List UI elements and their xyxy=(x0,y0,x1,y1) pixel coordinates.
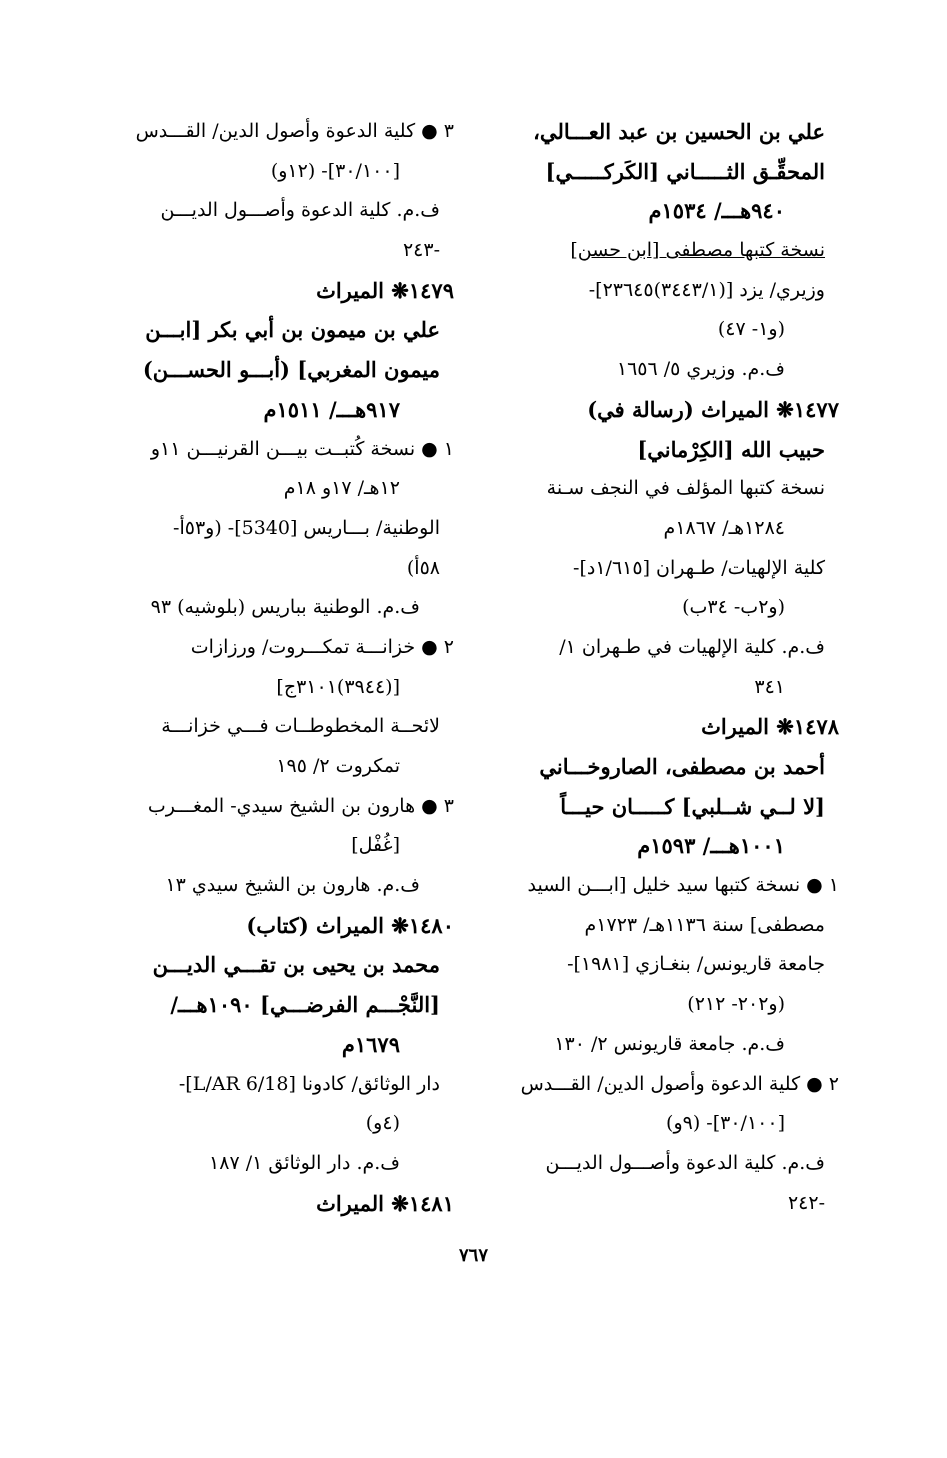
manuscript-item: ١ ● نسخة كُتبــت بيـــن القرنيـــن ١١و xyxy=(150,437,454,460)
library-entry: جامعة قاريونس/ بنغـازي [١٩٨١]- xyxy=(567,953,825,976)
author-death-date: ٩١٧هـــ/ ١٥١١م xyxy=(263,396,400,422)
author-death-date: ١٦٧٩م xyxy=(341,1031,400,1057)
copy-note-cont: مصطفى] سنة ١١٣٦هـ/ ١٧٢٣م xyxy=(584,913,825,936)
library-entry: وزيري/ يزد [(٣٤٤٣/١)٢٣٦٤٥]- xyxy=(588,278,825,301)
entry-heading: ١٤٧٩❋ الميراث xyxy=(316,277,454,303)
shelfmark: [غُفْل] xyxy=(351,834,400,857)
left-column xyxy=(100,112,454,1223)
catalog-reference-cont: ٣٤١ xyxy=(754,675,785,698)
author-name-line: حبيب الله [الكِرْماني] xyxy=(637,436,825,462)
catalog-reference: ف.م. وزيري ٥/ ١٦٥٦ xyxy=(616,358,785,381)
entry-heading: ١٤٨١❋ الميراث xyxy=(316,1190,454,1216)
catalog-reference: لائحــة المخطوطــات فـــي خزانـــة xyxy=(161,715,440,738)
entry-heading: ١٤٧٨❋ الميراث xyxy=(701,714,839,740)
shelfmark: [(٣٩٤٤)٣١٠١ج] xyxy=(276,675,400,698)
manuscript-item: ٢ ● كلية الدعوة وأصول الدين/ القـــدس xyxy=(520,1072,839,1095)
author-name-line: علي بن الحسين بن عبد العـــالي، xyxy=(533,119,825,144)
manuscript-item: ١ ● نسخة كتبها سيد خليل [ابـــن السيد xyxy=(527,874,839,897)
author-death-date: ١٠٠١هـــ/ ١٥٩٣م xyxy=(637,833,785,859)
library-entry: كلية الإلهيات/ طـهران [١/٦١٥د]- xyxy=(573,556,825,579)
folio-range: (و٢٠٢- ٢١٢) xyxy=(687,993,785,1016)
manuscript-item: ٢ ● خزانـــة تمكـــروت/ ورزازات xyxy=(190,635,454,658)
copy-note xyxy=(485,231,825,271)
page-number: ٧٦٧ xyxy=(458,1245,488,1266)
author-death-date: ٩٤٠هـــ/ ١٥٣٤م xyxy=(648,198,785,224)
author-name-line: [النَّجْـــم الفرضـــي] ١٠٩٠هـــ/ xyxy=(170,992,440,1018)
catalog-reference: ف.م. كلية الدعوة وأصـــول الديـــن xyxy=(160,199,440,222)
author-name-line: المحقِّـق الثـــــاني [الكَركـــــي] xyxy=(545,158,825,184)
library-entry: دار الوثائق/ كادونا [L/AR 6/18]- xyxy=(178,1072,440,1095)
author-name-line: [لا لــي شــلبي] كـــــان حيـــاً xyxy=(560,793,825,819)
catalog-reference: ف.م. هارون بن الشيخ سيدي ١٣ xyxy=(165,874,420,897)
catalog-reference: ف.م. كلية الإلهيات في طـهران ١/ xyxy=(559,635,825,658)
author-name-line: ميمون المغربي] (أبـــو الحســـن) xyxy=(142,357,440,383)
folio-range: [٣٠/١٠٠]- (١٢و) xyxy=(270,159,400,182)
catalog-reference-cont: -٢٤٣ xyxy=(402,239,440,262)
catalog-reference-cont: -٢٤٢ xyxy=(787,1191,825,1214)
manuscript-item: ٣ ● كلية الدعوة وأصول الدين/ القـــدس xyxy=(135,120,454,142)
catalog-reference: ف.م. دار الوثائق ١/ ١٨٧ xyxy=(209,1151,400,1174)
right-column xyxy=(485,112,839,1223)
catalog-reference-cont: تمكروت ٢/ ١٩٥ xyxy=(276,755,400,777)
folio-range: (٤و) xyxy=(365,1112,400,1135)
folio-range: (و٢ب- ٣٤ب) xyxy=(682,596,785,619)
folio-range: [٣٠/١٠٠]- (٩و) xyxy=(666,1112,785,1135)
library-entry: الوطنية/ بـــاريس [5340]- (و٥٣أ- xyxy=(173,516,440,539)
author-name-line: أحمد بن مصطفى، الصاروخـــاني xyxy=(539,754,825,779)
folio-range: ٥٨أ) xyxy=(406,556,440,579)
copy-note: نسخة كتبها المؤلف في النجف سـنة xyxy=(546,477,825,500)
manuscript-item: ٣ ● هارون بن الشيخ سيدي- المغـــرب xyxy=(147,794,454,817)
entry-heading: ١٤٧٧❋ الميراث (رسالة في) xyxy=(587,396,839,422)
catalog-reference: ف.م. الوطنية بباريس (بلوشيه) ٩٣ xyxy=(150,596,420,619)
catalog-reference: ف.م. كلية الدعوة وأصـــول الديـــن xyxy=(545,1151,825,1174)
copy-date: ١٢٨٤هـ/ ١٨٦٧م xyxy=(663,516,785,539)
entry-heading: ١٤٨٠❋ الميراث (كتاب) xyxy=(246,912,454,938)
folio-range: (و١- ٤٧) xyxy=(717,318,785,341)
copy-note-text: نسخة كتبها مصطفى [ابن حسن] xyxy=(570,239,825,262)
author-name-line: علي بن ميمون بن أبي بكر [ابـــن xyxy=(145,317,440,343)
catalog-reference: ف.م. جامعة قاريونس ٢/ ١٣٠ xyxy=(554,1032,785,1055)
copy-date: ١٢هـ/ ١٧و ١٨م xyxy=(283,477,400,500)
author-name-line: محمد بن يحيى بن تقـــي الديـــن xyxy=(152,952,440,978)
